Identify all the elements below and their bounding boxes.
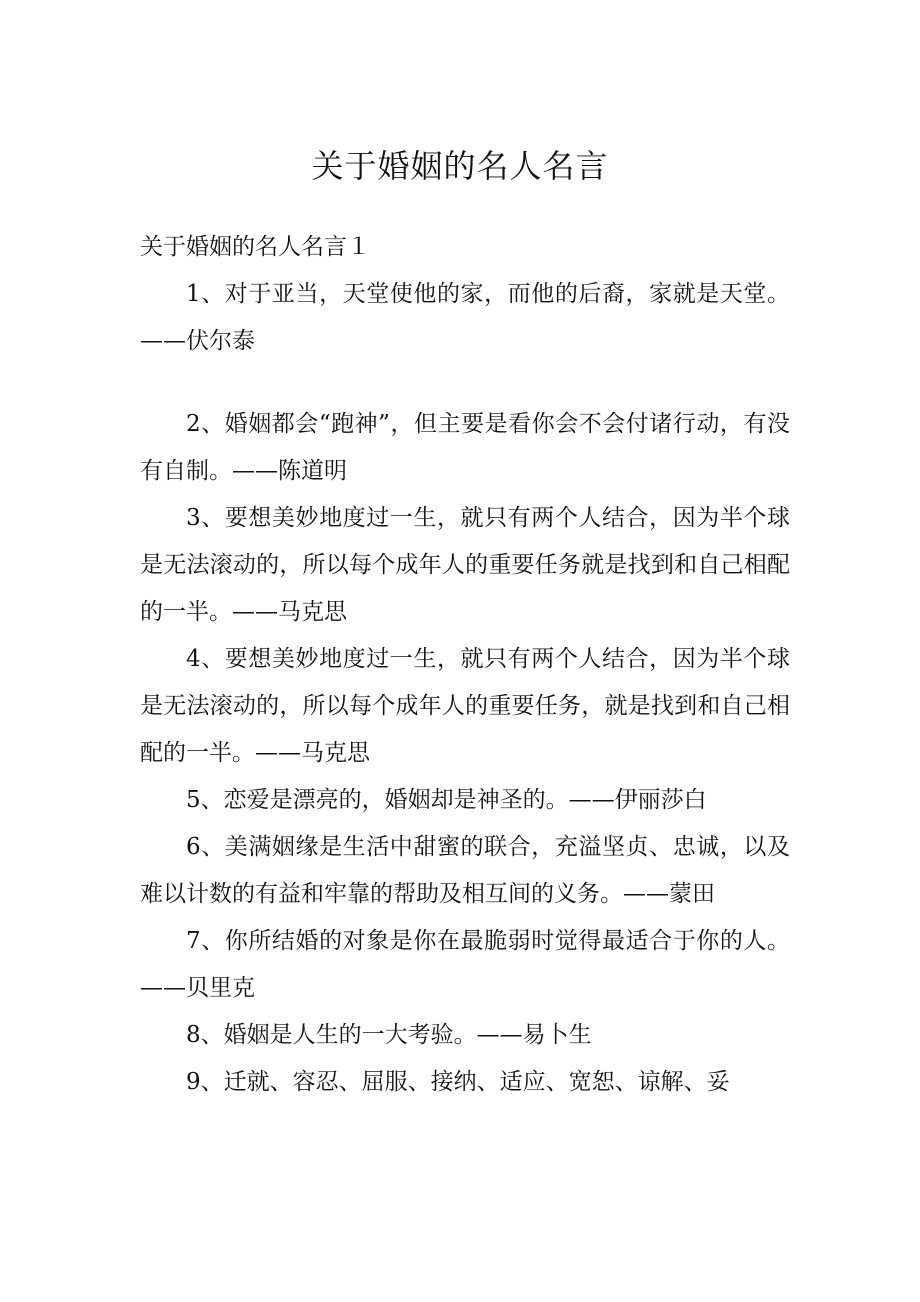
quote-item-2: 2、婚姻都会“跑神”，但主要是看你会不会付诸行动，有没有自制。——陈道明 xyxy=(140,411,790,484)
page-title: 关于婚姻的名人名言 xyxy=(311,147,609,185)
document-body xyxy=(140,224,790,1106)
quote-item-3: 3、要想美妙地度过一生，就只有两个人结合，因为半个球是无法滚动的，所以每个成年人的重要任务就是找到和自己相配的一半。——马克思 xyxy=(140,505,790,625)
quote-item-5: 5、恋爱是漂亮的，婚姻却是神圣的。——伊丽莎白 xyxy=(186,787,707,813)
quote-item-8: 8、婚姻是人生的一大考验。——易卜生 xyxy=(186,1022,592,1048)
quote-item-1: 1、对于亚当，天堂使他的家，而他的后裔，家就是天堂。——伏尔泰 xyxy=(140,281,790,354)
quote-item-6: 6、美满姻缘是生活中甜蜜的联合，充溢坚贞、忠诚，以及难以计数的有益和牢靠的帮助及相互间的义务。——蒙田 xyxy=(140,834,790,907)
quote-item-7: 7、你所结婚的对象是你在最脆弱时觉得最适合于你的人。——贝里克 xyxy=(140,928,790,1001)
quote-item-9: 9、迁就、容忍、屈服、接纳、适应、宽恕、谅解、妥 xyxy=(186,1069,730,1095)
quote-item-4: 4、要想美妙地度过一生，就只有两个人结合，因为半个球是无法滚动的，所以每个成年人的重要任务，就是找到和自己相配的一半。——马克思 xyxy=(140,646,790,766)
section-heading: 关于婚姻的名人名言１ xyxy=(140,234,370,260)
blank-spacer xyxy=(140,365,790,401)
